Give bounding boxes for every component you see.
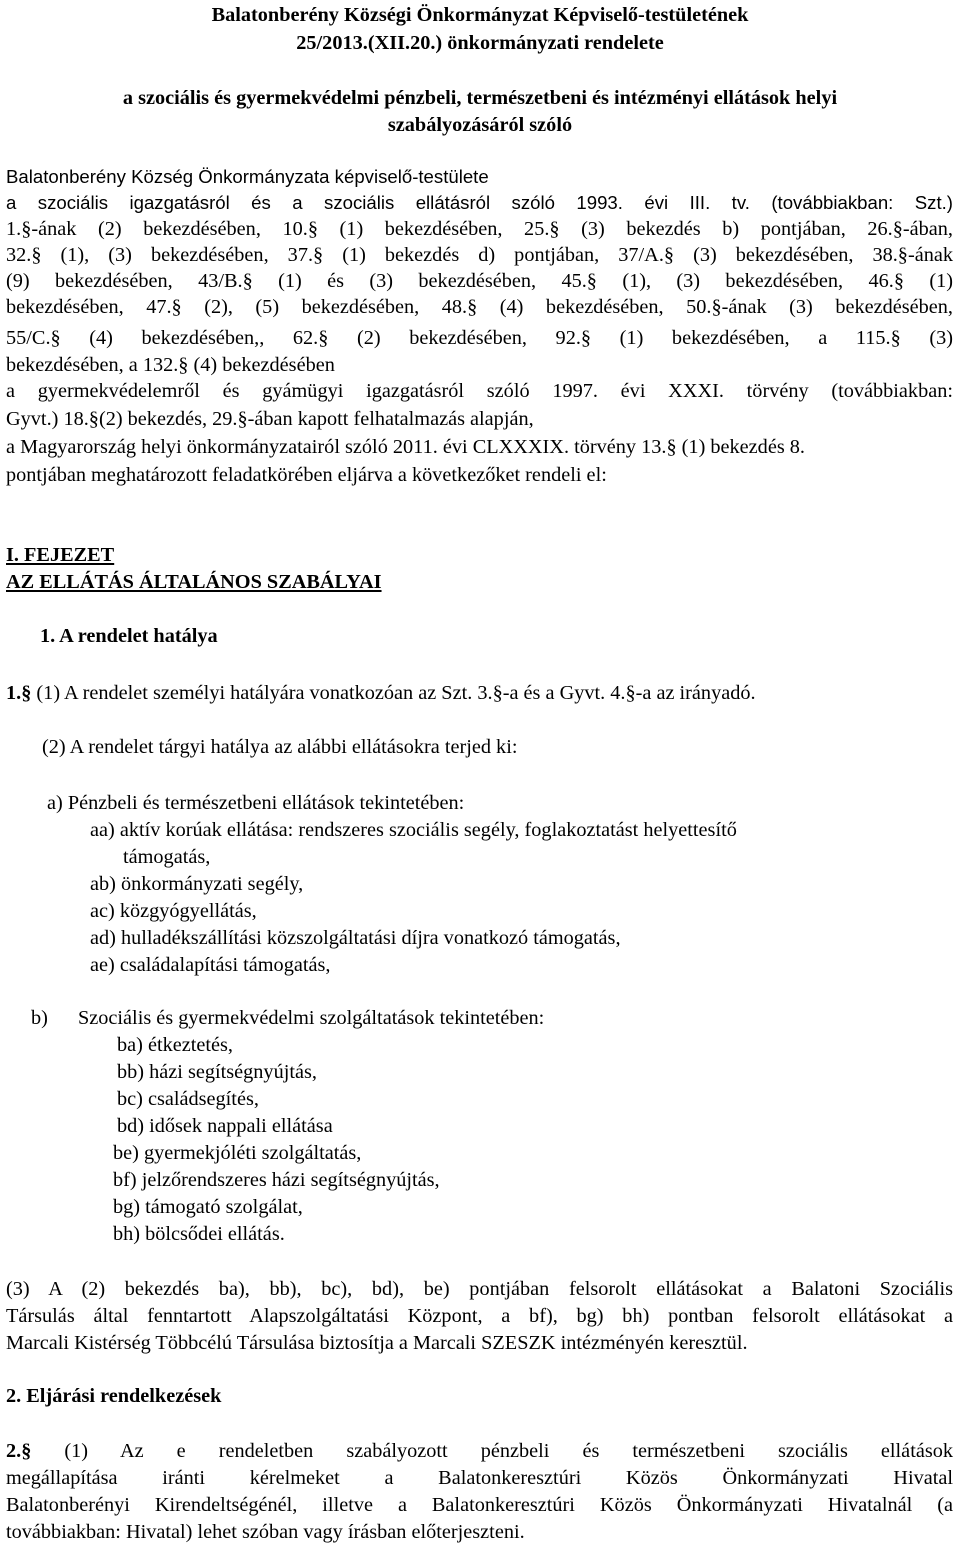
preamble-line: 1.§-ának (2) bekezdésében, 10.§ (1) bekezdésében, 25.§ (3) bekezdés b) pontjában, 26.§-ában, — [6, 218, 953, 240]
list-item: ad) hulladékszállítási közszolgáltatási díjra vonatkozó támogatás, — [90, 927, 621, 949]
section-heading: 1. A rendelet hatálya — [40, 625, 218, 647]
preamble-line: pontjában meghatározott feladatkörében eljárva a következőket rendeli el: — [6, 464, 607, 486]
list-item: ac) közgyógyellátás, — [90, 900, 257, 922]
doc-subtitle-line1: a szociális és gyermekvédelmi pénzbeli, természetbeni és intézményi ellátások helyi — [122, 87, 838, 109]
paragraph-2-1: megállapítása iránti kérelmeket a Balatonkeresztúri Közös Önkormányzati Hivatal — [6, 1467, 953, 1489]
list-b-label: Szociális és gyermekvédelmi szolgáltatások tekintetében: — [78, 1007, 545, 1029]
preamble-line: bekezdésében, 47.§ (2), (5) bekezdésében, 48.§ (4) bekezdésében, 50.§-ának (3) bekezdésében, — [6, 296, 953, 318]
paragraph-number: 1.§ — [6, 682, 32, 704]
paragraph-number: 2.§ — [6, 1440, 32, 1462]
preamble-line: a szociális igazgatásról és a szociális ellátásról szóló 1993. évi III. tv. (továbbiakban: Szt.) — [6, 192, 953, 213]
list-item: ab) önkormányzati segély, — [90, 873, 304, 895]
list-item: bb) házi segítségnyújtás, — [117, 1061, 317, 1083]
paragraph-1-2: (2) A rendelet tárgyi hatálya az alábbi ellátásokra terjed ki: — [42, 736, 518, 758]
preamble-line: bekezdésében, a 132.§ (4) bekezdésében — [6, 354, 335, 376]
paragraph-2-1 — [6, 1438, 953, 1464]
preamble-line: 55/C.§ (4) bekezdésében,, 62.§ (2) bekezdésében, 92.§ (1) bekezdésében, a 115.§ (3) — [6, 327, 953, 349]
chapter-title: AZ ELLÁTÁS ÁLTALÁNOS SZABÁLYAI — [6, 571, 382, 593]
section-heading: 2. Eljárási rendelkezések — [6, 1385, 222, 1407]
preamble-line: a gyermekvédelemről és gyámügyi igazgatásról szóló 1997. évi XXXI. törvény (továbbiakban: — [6, 380, 953, 402]
paragraph-1-3: (3) A (2) bekezdés ba), bb), bc), bd), be) pontjában felsorolt ellátásokat a Balatoni Szociális — [6, 1278, 953, 1300]
doc-title-line2: 25/2013.(XII.20.) önkormányzati rendelete — [296, 32, 664, 54]
preamble-line: (9) bekezdésében, 43/B.§ (1) és (3) bekezdésében, 45.§ (1), (3) bekezdésében, 46.§ (1) — [6, 270, 953, 292]
list-item: be) gyermekjóléti szolgáltatás, — [113, 1142, 362, 1164]
paragraph-1-1 — [6, 680, 756, 706]
preamble-line: a Magyarország helyi önkormányzatairól szóló 2011. évi CLXXXIX. törvény 13.§ (1) bekezdés 8. — [6, 436, 805, 458]
paragraph-2-1: Balatonberényi Kirendeltségénél, illetve a Balatonkeresztúri Közös Önkormányzati Hivatalnál (a — [6, 1494, 953, 1516]
list-item: bd) idősek nappali ellátása — [117, 1115, 333, 1137]
preamble-line: Gyvt.) 18.§(2) bekezdés, 29.§-ában kapott felhatalmazás alapján, — [6, 408, 534, 430]
list-item: bg) támogató szolgálat, — [113, 1196, 303, 1218]
list-item: bh) bölcsődei ellátás. — [113, 1223, 285, 1245]
list-item: ba) étkeztetés, — [117, 1034, 233, 1056]
preamble-line: 32.§ (1), (3) bekezdésében, 37.§ (1) bekezdés d) pontjában, 37/A.§ (3) bekezdésében, 38.§-ának — [6, 244, 953, 266]
doc-subtitle-line2: szabályozásáról szóló — [387, 114, 573, 136]
chapter-number: I. FEJEZET — [6, 544, 115, 566]
list-item: bc) családsegítés, — [117, 1088, 259, 1110]
list-b-marker: b) — [31, 1007, 48, 1029]
list-a-label: a) Pénzbeli és természetbeni ellátások tekintetében: — [47, 792, 465, 814]
list-item: aa) aktív korúak ellátása: rendszeres szociális segély, foglakoztatást helyettesítő — [90, 819, 737, 841]
paragraph-text: (1) A rendelet személyi hatályára vonatkozóan az Szt. 3.§-a és a Gyvt. 4.§-a az irányadó. — [31, 682, 756, 704]
paragraph-1-3: Marcali Kistérség Többcélú Társulása biztosítja a Marcali SZESZK intézményén keresztül. — [6, 1332, 748, 1354]
doc-title-line1: Balatonberény Községi Önkormányzat Képviselő-testületének — [211, 4, 749, 26]
list-item: bf) jelzőrendszeres házi segítségnyújtás, — [113, 1169, 440, 1191]
paragraph-2-1: továbbiakban: Hivatal) lehet szóban vagy írásban előterjeszteni. — [6, 1521, 525, 1543]
list-item: ae) családalapítási támogatás, — [90, 954, 331, 976]
paragraph-text: (1) Az e rendeletben szabályozott pénzbeli és természetbeni szociális ellátások — [31, 1440, 953, 1462]
list-item: támogatás, — [123, 846, 211, 868]
preamble-line: Balatonberény Község Önkormányzata képviselő-testülete — [6, 166, 489, 187]
paragraph-1-3: Társulás által fenntartott Alapszolgáltatási Központ, a bf), bg) bh) pontban felsorolt ellátásokat a — [6, 1305, 953, 1327]
